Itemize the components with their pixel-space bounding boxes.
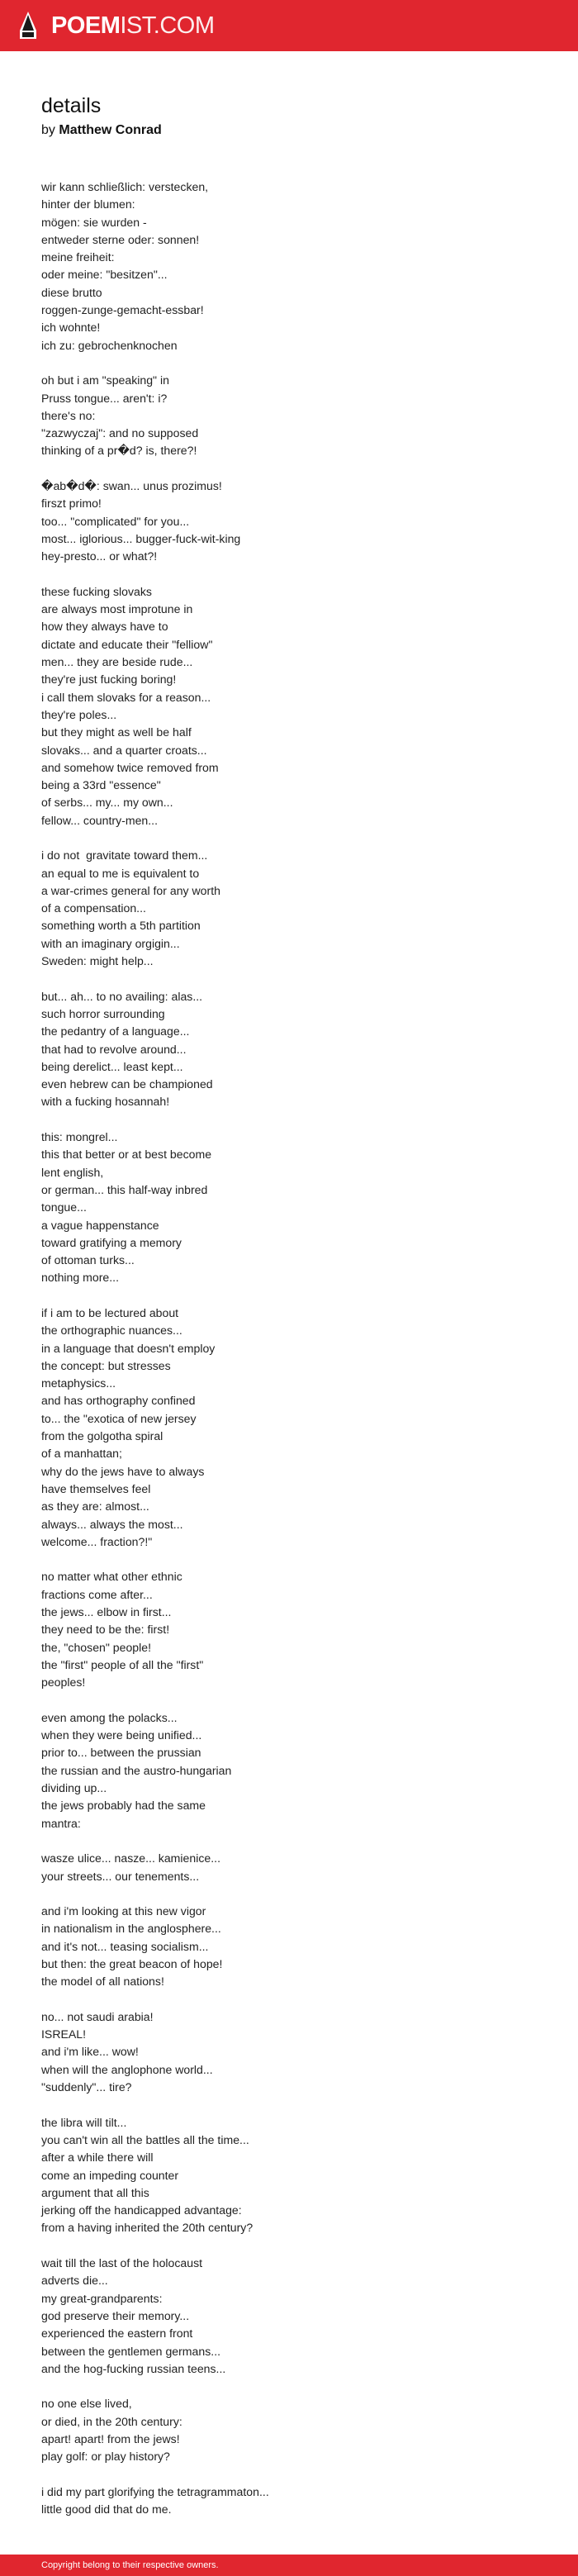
poem-line: toward gratifying a memory	[41, 1235, 182, 1249]
poem-line: the jews probably had the same	[41, 1799, 206, 1813]
poem-line: and somehow twice removed from	[41, 760, 219, 774]
poem-line: you can't win all the battles all the time...	[41, 2132, 249, 2146]
poem-line: they're just fucking boring!	[41, 673, 177, 687]
poem-line: little good did that do me.	[41, 2502, 172, 2517]
poem-line: prior to... between the prussian	[41, 1746, 201, 1760]
poem-line: the model of all nations!	[41, 1975, 164, 1989]
pen-nib-icon[interactable]	[18, 11, 38, 40]
poem-body	[41, 178, 553, 2518]
poem-line: my great-grandparents:	[41, 2291, 163, 2305]
poem-line: metaphysics...	[41, 1376, 116, 1390]
poem-stanza	[41, 1903, 553, 1990]
poem-line: why do the jews have to always	[41, 1464, 205, 1478]
poem-line: with an imaginary orgigin...	[41, 936, 180, 950]
poem-line: jerking off the handicapped advantage:	[41, 2203, 242, 2217]
poem-line: being a 33rd "essence"	[41, 778, 161, 792]
site-footer	[0, 2555, 578, 2576]
poem-line: and i'm looking at this new vigor	[41, 1904, 206, 1918]
poem-stanza	[41, 1305, 553, 1551]
byline	[41, 121, 162, 140]
poem-line: of a manhattan;	[41, 1447, 122, 1461]
author-name[interactable]: Matthew Conrad	[59, 123, 162, 137]
poem-line: diese brutto	[41, 285, 102, 299]
poem-line: oh but i am "speaking" in	[41, 373, 169, 387]
poem-line: too... "complicated" for you...	[41, 514, 190, 528]
poem-line: meine freiheit:	[41, 250, 115, 264]
poem-line: but then: the great beacon of hope!	[41, 1956, 223, 1970]
poem-line: when they were being unified...	[41, 1728, 202, 1742]
poem-line: slovaks... and a quarter croats...	[41, 743, 207, 757]
poem-line: �ab�d�: swan... unus prozimus!	[41, 479, 222, 493]
poem-line: the russian and the austro-hungarian	[41, 1763, 232, 1777]
poem-line: but they might as well be half	[41, 725, 192, 739]
poem-line: firszt primo!	[41, 497, 102, 511]
poem-line: tongue...	[41, 1200, 87, 1214]
poem-stanza	[41, 478, 553, 565]
poem-line: and has orthography confined	[41, 1394, 196, 1408]
poem-line: experienced the eastern front	[41, 2326, 193, 2341]
poem-stanza	[41, 988, 553, 1111]
poem-line: of ottoman turks...	[41, 1253, 135, 1267]
poem-stanza	[41, 178, 553, 354]
poem-line: the orthographic nuances...	[41, 1324, 182, 1338]
poem-line: entweder sterne oder: sonnen!	[41, 232, 200, 246]
poem-line: in a language that doesn't employ	[41, 1341, 216, 1355]
poem-line: the, "chosen" people!	[41, 1640, 152, 1654]
poem-line: mantra:	[41, 1816, 81, 1830]
poem-line: wir kann schließlich: verstecken,	[41, 180, 209, 193]
poem-line: Pruss tongue... aren't: i?	[41, 391, 168, 405]
poem-line: in nationalism in the anglosphere...	[41, 1922, 221, 1936]
poem-line: being derelict... least kept...	[41, 1059, 183, 1073]
site-header	[0, 0, 578, 51]
poem-stanza	[41, 1709, 553, 1832]
poem-line: no... not saudi arabia!	[41, 2009, 154, 2023]
poem-line: of a compensation...	[41, 901, 146, 915]
poem-line: even hebrew can be championed	[41, 1077, 213, 1091]
poem-line: and i'm like... wow!	[41, 2045, 139, 2059]
poem-line: ich zu: gebrochenknochen	[41, 338, 178, 352]
poem-line: lent english,	[41, 1165, 104, 1179]
poem-line: the libra will tilt...	[41, 2115, 127, 2129]
poem-line: if i am to be lectured about	[41, 1306, 179, 1319]
poem-line: wait till the last of the holocaust	[41, 2256, 203, 2270]
poem-line: a war-crimes general for any worth	[41, 883, 220, 897]
poem-line: no one else lived,	[41, 2397, 132, 2411]
poem-line: how they always have to	[41, 620, 168, 634]
poem-line: they're poles...	[41, 707, 117, 721]
by-label: by	[41, 123, 55, 137]
poem-line: no matter what other ethnic	[41, 1570, 182, 1584]
poem-line: welcome... fraction?!"	[41, 1534, 153, 1548]
logo-bold-text: POEM	[51, 12, 121, 39]
poem-line: of serbs... my... my own...	[41, 796, 173, 810]
poem-line: and the hog-fucking russian teens...	[41, 2361, 226, 2375]
poem-line: have themselves feel	[41, 1481, 151, 1495]
poem-line: fractions come after...	[41, 1587, 153, 1601]
poem-stanza	[41, 1129, 553, 1287]
poem-line: there's no:	[41, 408, 96, 422]
poem-line: dividing up...	[41, 1781, 107, 1795]
poem-line: nothing more...	[41, 1271, 120, 1285]
poem-line: ich wohnte!	[41, 321, 101, 335]
poem-line: are always most improtune in	[41, 602, 193, 616]
poem-stanza	[41, 2483, 553, 2519]
poem-line: or died, in the 20th century:	[41, 2414, 182, 2428]
poem-line: always... always the most...	[41, 1517, 183, 1531]
poem-line: even among the polacks...	[41, 1710, 178, 1724]
poem-stanza	[41, 2008, 553, 2096]
poem-title: details	[41, 94, 102, 117]
logo-light-text: IST.COM	[120, 12, 215, 39]
poem-line: the jews... elbow in first...	[41, 1605, 172, 1619]
poem-line: from a having inherited the 20th century?	[41, 2221, 253, 2235]
poem-line: after a while there will	[41, 2151, 154, 2165]
poem-line: i do not gravitate toward them...	[41, 848, 208, 863]
poem-stanza	[41, 2255, 553, 2378]
poem-stanza	[41, 583, 553, 829]
poem-line: hey-presto... or what?!	[41, 549, 158, 563]
poem-line: the pedantry of a language...	[41, 1024, 190, 1038]
poem-line: the concept: but stresses	[41, 1358, 171, 1372]
poem-line: dictate and educate their "felliow"	[41, 637, 213, 651]
poem-line: i did my part glorifying the tetragrammaton...	[41, 2484, 269, 2498]
poem-line: as they are: almost...	[41, 1499, 149, 1514]
poem-line: such horror surrounding	[41, 1006, 165, 1020]
poem-line: play golf: or play history?	[41, 2450, 170, 2464]
poem-stanza	[41, 2395, 553, 2465]
poem-line: roggen-zunge-gemacht-essbar!	[41, 303, 204, 317]
poem-line: most... iglorious... bugger-fuck-wit-king	[41, 531, 241, 545]
poem-line: "zazwyczaj": and no supposed	[41, 426, 199, 440]
poem-stanza	[41, 847, 553, 970]
poem-line: these fucking slovaks	[41, 584, 152, 598]
poem-line: mögen: sie wurden -	[41, 215, 147, 229]
poem-line: "suddenly"... tire?	[41, 2080, 132, 2094]
poem-stanza	[41, 372, 553, 459]
copyright-text: Copyright belong to their respective owners.	[41, 2560, 219, 2570]
poem-line: or german... this half-way inbred	[41, 1182, 208, 1196]
poem-line: wasze ulice... nasze... kamienice...	[41, 1851, 220, 1865]
poem-line: from the golgotha spiral	[41, 1429, 163, 1443]
poem-line: god preserve their memory...	[41, 2308, 190, 2322]
poem-line: hinter der blumen:	[41, 197, 135, 211]
poem-line: this: mongrel...	[41, 1130, 118, 1144]
poem-line: argument that all this	[41, 2185, 149, 2199]
poem-line: to... the "exotica of new jersey	[41, 1411, 197, 1425]
poem-line: come an impeding counter	[41, 2168, 179, 2182]
poem-line: this that better or at best become	[41, 1148, 212, 1162]
poem-line: but... ah... to no availing: alas...	[41, 989, 203, 1003]
poem-line: that had to revolve around...	[41, 1042, 187, 1056]
poem-line: between the gentlemen germans...	[41, 2344, 221, 2358]
site-logo[interactable]	[51, 11, 215, 40]
poem-line: the "first" people of all the "first"	[41, 1657, 204, 1671]
poem-line: and it's not... teasing socialism...	[41, 1939, 209, 1953]
poem-line: ISREAL!	[41, 2027, 87, 2041]
poem-line: with a fucking hosannah!	[41, 1095, 170, 1109]
poem-line: when will the anglophone world...	[41, 2062, 213, 2076]
poem-stanza	[41, 1568, 553, 1691]
poem-line: apart! apart! from the jews!	[41, 2432, 180, 2445]
poem-line: fellow... country-men...	[41, 813, 158, 827]
poem-line: an equal to me is equivalent to	[41, 866, 200, 880]
poem-line: Sweden: might help...	[41, 954, 154, 968]
poem-stanza	[41, 2114, 553, 2237]
poem-line: men... they are beside rude...	[41, 655, 193, 669]
poem-stanza	[41, 1850, 553, 1885]
poem-line: a vague happenstance	[41, 1218, 159, 1232]
poem-line: peoples!	[41, 1675, 86, 1690]
poem-line: i call them slovaks for a reason...	[41, 690, 211, 704]
poem-line: oder meine: "besitzen"...	[41, 268, 168, 282]
poem-line: they need to be the: first!	[41, 1623, 170, 1637]
poem-line: adverts die...	[41, 2274, 108, 2288]
poem-line: your streets... our tenements...	[41, 1869, 200, 1883]
poem-line: thinking of a pr�d? is, there?!	[41, 444, 197, 458]
poem-line: something worth a 5th partition	[41, 919, 201, 933]
